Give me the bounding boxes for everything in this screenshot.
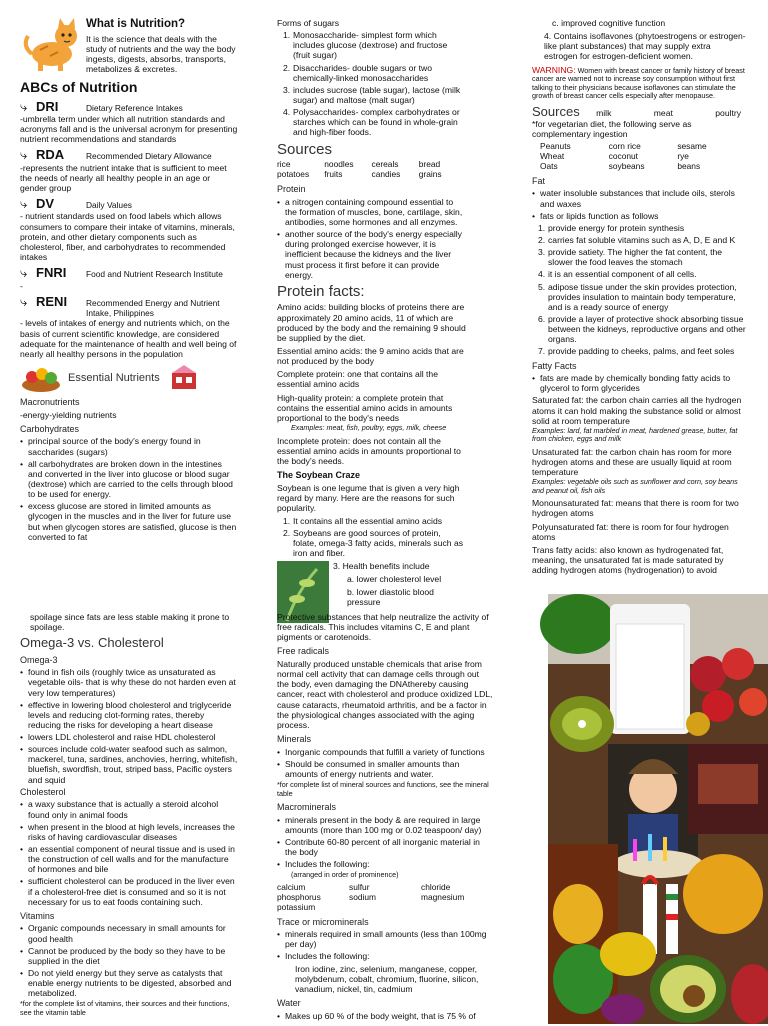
mineral-item: potassium bbox=[277, 901, 316, 912]
acronym-full: Recommended Dietary Allowance bbox=[86, 151, 212, 162]
list-item-text: It contains all the essential amino acids bbox=[293, 515, 443, 526]
abc-heading: ABCs of Nutrition bbox=[20, 79, 138, 96]
list-item-text: Contains isoflavones (phytoestrogens or estrogen-like plant substances) that may supply extra estrogen for estrogen-deficient women. bbox=[544, 31, 746, 62]
protein-list bbox=[277, 197, 466, 280]
isoflavones-item: 4. Contains isoflavones (phytoestrogens or estrogen-like plant substances) that may supply extra estrogen for estrogen-deficient women. bbox=[544, 31, 746, 62]
source-item: Wheat bbox=[540, 151, 565, 162]
list-item: • minerals required in small amounts (less than 100mg per day) bbox=[277, 929, 493, 949]
macrominerals-grid bbox=[277, 883, 493, 913]
list-item-text: Disaccharides- double sugars or two chemically-linked monosaccharides bbox=[293, 62, 432, 83]
dv-text: - nutrient standards used on food labels which allows consumers to compare their intake of vitamins, minerals, protein, and other dietary components such as cholesterol, fiber, and carbohydrates to recommended intakes bbox=[20, 211, 235, 263]
column-nutrition-abcs bbox=[20, 16, 238, 590]
essential-nutrients-label: Essential Nutrients bbox=[68, 371, 160, 384]
water-heading: Water bbox=[277, 997, 301, 1008]
acronym-dv bbox=[20, 196, 238, 211]
omega3-subheading: Omega-3 bbox=[20, 654, 58, 665]
fatty-facts-list bbox=[532, 373, 746, 393]
list-item: 1. Monosaccharide- simplest form which includes glucose (dextrose) and fructose (fruit sugar) bbox=[283, 30, 448, 61]
soybean-list bbox=[277, 516, 466, 559]
sugar-sources-heading: Sources bbox=[277, 140, 333, 158]
high-quality-examples: Examples: meat, fish, poultry, eggs, milk, cheese bbox=[291, 423, 447, 433]
page-title: What is Nutrition? bbox=[86, 18, 186, 30]
list-item: • found in fish oils (roughly twice as unsaturated as vegetable oils- that is why these do not harden even at very low temperatures) bbox=[20, 667, 238, 697]
trans-fat-text: Trans fatty acids: also known as hydrogenated fat, meaning, the unsaturated fat is made saturated by adding hydrogen atoms (hydrogenation) to avoid bbox=[532, 544, 724, 576]
list-item: • when present in the blood at high levels, increases the risks of having cardiovascular diseases bbox=[20, 822, 238, 842]
unsaturated-fat-text: Unsaturated fat: the carbon chain has room for more hydrogen atoms and these are usually liquid at room temperature bbox=[532, 446, 732, 478]
soybean-heading: The Soybean Craze bbox=[277, 469, 361, 480]
essential-nutrients-banner bbox=[20, 363, 238, 393]
health-benefits-label: Health benefits include bbox=[342, 560, 430, 571]
acronym-fnri bbox=[20, 265, 238, 280]
nutrition-definition: It is the science that deals with the study of nutrients and the way the body ingests, digests, absorbs, transports, metabolizes & excretes. bbox=[86, 33, 236, 74]
source-item: rice bbox=[277, 159, 291, 170]
list-item-text: a. lower cholesterol level bbox=[347, 573, 442, 584]
list-item-text: provide padding to cheeks, palms, and feet soles bbox=[548, 346, 735, 357]
source-item: Peanuts bbox=[540, 141, 571, 152]
protein-heading: Protein bbox=[277, 184, 306, 195]
list-item-text: adipose tissue under the skin provides protection, provides insulation to maintain body temperature, and is a ready source of energy bbox=[548, 281, 737, 312]
minerals-list bbox=[277, 747, 493, 779]
dri-text: -umbrella term under which all nutrition standards and acronyms fall and is the universal acronym for presenting nutrient recommendations and standards bbox=[20, 113, 238, 145]
minerals-note: *for complete list of mineral sources and functions, see the mineral table bbox=[277, 780, 489, 798]
acronym-dri bbox=[20, 99, 238, 114]
list-item: • an essential component of neural tissue and is used in the construction of cell walls and for the manufacture of hormones and bile bbox=[20, 844, 238, 874]
mineral-item: sodium bbox=[349, 891, 376, 902]
water-list bbox=[277, 1011, 493, 1021]
list-item: • fats or lipids function as follows bbox=[532, 211, 746, 221]
food-collage-graphic bbox=[548, 594, 768, 1024]
source-item: cereals bbox=[371, 159, 399, 170]
source-item: sesame bbox=[677, 141, 707, 152]
cat-icon bbox=[20, 16, 80, 72]
source-item: meat bbox=[653, 107, 673, 118]
essential-amino-text: Essential amino acids: the 9 amino acids that are not produced by the body bbox=[277, 346, 464, 367]
source-item: noodles bbox=[324, 159, 354, 170]
acronym-full: Food and Nutrient Research Institute bbox=[86, 269, 223, 280]
macronutrients-heading: Macronutrients bbox=[20, 397, 80, 408]
list-item-text: includes sucrose (table sugar), lactose (milk sugar) and maltose (malt sugar) bbox=[293, 84, 461, 105]
list-item: 7. provide padding to cheeks, palms, and feet soles bbox=[538, 346, 735, 357]
vegetarian-note: *for vegetarian diet, the following serve as complementary ingestion bbox=[532, 118, 692, 139]
list-item: 2. carries fat soluble vitamins such as A, D, E and K bbox=[538, 235, 736, 245]
column-soy-fat bbox=[532, 18, 746, 590]
list-item: • Includes the following: bbox=[277, 859, 493, 869]
mineral-item: calcium bbox=[277, 881, 306, 892]
source-item: grains bbox=[418, 169, 442, 180]
pointer-icon: ⤷ bbox=[20, 293, 28, 309]
protein-sources-heading: Sources bbox=[532, 103, 580, 119]
list-item: • Includes the following: bbox=[277, 951, 493, 961]
list-item-text: improved cognitive function bbox=[561, 18, 666, 28]
acronym-full: Dietary Reference Intakes bbox=[86, 102, 183, 113]
pointer-icon: ⤷ bbox=[20, 98, 28, 114]
protein-facts-heading: Protein facts: bbox=[277, 282, 365, 300]
protective-text: Protective substances that help neutralize the activity of free radicals. This includes vitamins C, E and plant pigments or carotenoids. bbox=[277, 612, 489, 643]
list-item: 2. Disaccharides- double sugars or two chemically-linked monosaccharides bbox=[283, 62, 432, 83]
pointer-icon: ⤷ bbox=[20, 147, 28, 163]
list-item-text: 3. Health benefits include bbox=[333, 560, 430, 571]
acronym-rda bbox=[20, 147, 238, 162]
list-item: 1. provide energy for protein synthesis bbox=[538, 222, 685, 233]
list-item-text: provide energy for protein synthesis bbox=[548, 222, 685, 233]
polyunsaturated-text: Polyunsaturated fat: there is room for four hydrogen atoms bbox=[532, 521, 729, 542]
pointer-icon: ⤷ bbox=[20, 196, 28, 212]
food-collage-image bbox=[548, 594, 768, 1024]
benefit-item: lower cholesterol level bbox=[356, 573, 442, 584]
list-item: • lowers LDL cholesterol and raise HDL cholesterol bbox=[20, 732, 238, 742]
list-item: • minerals present in the body & are required in large amounts (more than 100 mg or 0.02 teaspoon/ day) bbox=[277, 815, 493, 835]
incomplete-protein-text: Incomplete protein: does not contain all the essential amino acids in amounts proportional to the body's needs. bbox=[277, 435, 461, 466]
acronym-code: RENI bbox=[36, 293, 68, 309]
source-item: soybeans bbox=[608, 160, 645, 171]
saturated-fat-text: Saturated fat: the carbon chain carries all the hydrogen atoms it can hold making the substance solid or almost solid at room temperature bbox=[532, 395, 742, 426]
carbohydrates-heading: Carbohydrates bbox=[20, 423, 80, 434]
list-item: • Contribute 60-80 percent of all inorganic material in the body bbox=[277, 837, 493, 857]
fnri-text: - bbox=[20, 280, 23, 291]
list-item-text: Soybeans are good sources of protein, folate, omega-3 fatty acids, minerals such as iron and fiber. bbox=[293, 528, 464, 559]
omega3-list bbox=[20, 667, 238, 785]
list-item: • effective in lowering blood cholesterol and triglyceride levels and reducing clot-forming rates, thereby reducing the risks for developing a heart disease bbox=[20, 700, 238, 730]
list-item-text: Monosaccharide- simplest form which includes glucose (dextrose) and fructose (fruit sugar) bbox=[293, 30, 448, 61]
list-item: 4. Polysaccharides- complex carbohydrates or starches which can be found in whole-grain and high-fiber foods. bbox=[283, 107, 460, 138]
acronym-full: Recommended Energy and Nutrient Intake, Philippines bbox=[86, 297, 220, 318]
minerals-heading: Minerals bbox=[277, 734, 312, 745]
cognitive-item: c. improved cognitive function bbox=[552, 18, 666, 28]
list-item: • Makes up 60 % of the body weight, that is 75 % of bbox=[277, 1011, 493, 1021]
list-item-text: b. lower diastolic blood pressure bbox=[347, 586, 434, 607]
benefit-item: lower diastolic blood pressure bbox=[347, 586, 434, 607]
warning-label: WARNING: bbox=[532, 64, 576, 75]
list-item-text: carries fat soluble vitamins such as A, D, E and K bbox=[548, 235, 736, 245]
list-item: • Do not yield energy but they serve as catalysts that enable energy nutrients to be digested, absorbed and metabolized. bbox=[20, 968, 238, 998]
list-item-text: it is an essential component of all cells. bbox=[548, 269, 697, 280]
macronutrients-sub: -energy-yielding nutrients bbox=[20, 409, 117, 420]
source-item: corn rice bbox=[608, 141, 641, 152]
source-item: milk bbox=[596, 107, 612, 118]
list-item: • a waxy substance that is actually a steroid alcohol found only in animal foods bbox=[20, 799, 238, 819]
free-radicals-text: Naturally produced unstable chemicals that arise from normal cell activity that can damage cells through out the body, even damaging the DNAthereby causing cancer, react with cholesterol and produce oxidized LDL, cause cataracts, rheumatoid arthritis, and be a factor in the physiological changes associated with the aging process. bbox=[277, 659, 493, 730]
macrominerals-heading: Macrominerals bbox=[277, 802, 337, 813]
list-item: • sources include cold-water seafood such as salmon, mackerel, tuna, sardines, anchovies, herring, whitefish, bluefish, swordfish, trout, striped bass, Pacific oysters and squid bbox=[20, 744, 238, 785]
picnic-icon bbox=[166, 363, 202, 393]
mineral-item: chloride bbox=[421, 881, 451, 892]
fat-list bbox=[532, 188, 746, 220]
list-item: 1. It contains all the essential amino acids bbox=[283, 515, 443, 526]
list-item: • Should be consumed in smaller amounts than amounts of energy nutrients and water. bbox=[277, 759, 493, 779]
list-item-text: provide satiety. The higher the fat content, the slower the food leaves the stomach bbox=[548, 247, 723, 268]
source-item: candies bbox=[371, 169, 401, 180]
free-radicals-heading: Free radicals bbox=[277, 646, 330, 657]
source-item: beans bbox=[677, 160, 701, 171]
list-item: • Inorganic compounds that fulfill a variety of functions bbox=[277, 747, 493, 757]
saturated-fat-examples: Examples: lard, fat marbled in meat, hardened grease, butter, fat from chicken, eggs and milk bbox=[532, 425, 738, 444]
spoilage-text: spoilage since fats are less stable making it prone to spoilage. bbox=[30, 612, 230, 633]
macrominerals-order-note: (arranged in order of prominence) bbox=[291, 870, 399, 880]
forms-of-sugars-heading: Forms of sugars bbox=[277, 18, 340, 28]
rda-text: -represents the nutrient intake that is sufficient to meet the needs of nearly all healthy people in an age or gender group bbox=[20, 162, 227, 193]
source-item: fruits bbox=[324, 169, 343, 180]
forms-of-sugars-list bbox=[277, 30, 466, 137]
omega-heading: Omega-3 vs. Cholesterol bbox=[20, 635, 164, 651]
column-sugars-protein bbox=[277, 18, 466, 607]
acronym-code: DRI bbox=[36, 98, 59, 114]
source-item: Oats bbox=[540, 160, 558, 171]
list-item: • all carbohydrates are broken down in the intestines and converted in the liver into glucose or blood sugar (dextrose) which are carried to the cells through blood to be used for energy. bbox=[20, 459, 238, 500]
list-item: 3. includes sucrose (table sugar), lactose (milk sugar) and maltose (malt sugar) bbox=[283, 84, 461, 105]
trace-minerals-items: Iron iodine, zinc, selenium, manganese, copper, molybdenum, cobalt, chromium, fluorine, silicon, vanadium, nickel, tin, cadmium bbox=[295, 963, 479, 994]
acronym-code: DV bbox=[36, 196, 55, 212]
vegetarian-sources-grid bbox=[532, 142, 746, 172]
source-item: poultry bbox=[715, 107, 742, 118]
column-minerals bbox=[277, 612, 493, 1022]
list-item-text: provide a layer of protective shock absorbing tissue between the kidneys, reproductive organs and other organs. bbox=[548, 313, 746, 345]
mineral-item: sulfur bbox=[349, 881, 370, 892]
vitamins-note: *for the complete list of vitamins, their sources and their functions, see the vitamin table bbox=[20, 999, 230, 1017]
mineral-item: phosphorus bbox=[277, 891, 321, 902]
acronym-code: FNRI bbox=[36, 265, 67, 281]
sugar-sources-grid bbox=[277, 160, 466, 180]
mineral-item: magnesium bbox=[421, 891, 465, 902]
trace-minerals-heading: Trace or microminerals bbox=[277, 916, 369, 927]
acronym-code: RDA bbox=[36, 147, 65, 163]
list-item: • principal source of the body's energy found in saccharides (sugars) bbox=[20, 436, 238, 456]
vitamins-heading: Vitamins bbox=[20, 910, 55, 921]
list-item: 4. it is an essential component of all cells. bbox=[538, 269, 697, 280]
list-item: • water insoluble substances that include oils, sterols and waxes bbox=[532, 188, 746, 208]
list-item: • fats are made by chemically bonding fatty acids to glycerol to form glycerides bbox=[532, 373, 746, 393]
list-item: 5. adipose tissue under the skin provides protection, provides insulation to maintain body temperature, and is a ready source of energy bbox=[538, 281, 737, 312]
fat-heading: Fat bbox=[532, 175, 546, 186]
pointer-icon: ⤷ bbox=[20, 265, 28, 281]
trace-minerals-list bbox=[277, 929, 493, 961]
amino-acids-text: Amino acids: building blocks of proteins there are approximately 20 amino acids, 11 of which are produced by the body and the remaining 9 should be supplied by the diet. bbox=[277, 302, 466, 343]
fatty-facts-heading: Fatty Facts bbox=[532, 360, 577, 371]
list-item: 3. provide satiety. The higher the fat content, the slower the food leaves the stomach bbox=[538, 247, 723, 268]
list-item: • Cannot be produced by the body so they have to be supplied in the diet bbox=[20, 946, 238, 966]
list-item: • a nitrogen containing compound essential to the formation of muscles, bone, cartilage, skin, antibodies, some hormones and all enzymes. bbox=[277, 197, 466, 227]
macrominerals-list bbox=[277, 815, 493, 870]
high-quality-protein-text: High-quality protein: a complete protein that contains the essential amino acids in amounts proportional to the body's needs bbox=[277, 392, 453, 423]
list-item: • Organic compounds necessary in small amounts for good health bbox=[20, 923, 238, 943]
list-item-text: Polysaccharides- complex carbohydrates or starches which can be found in whole-grain and high-fiber foods. bbox=[293, 107, 460, 138]
protein-sources-row bbox=[532, 104, 746, 119]
warning-text bbox=[532, 65, 746, 101]
list-item: • sufficient cholesterol can be produced in the liver even if a cholesterol-free diet is consumed and so it is not necessary for us to eat foods containing such. bbox=[20, 876, 238, 906]
unsaturated-fat-examples: Examples: vegetable oils such as sunflower and corn, soy beans and peanut oil, fish oils bbox=[532, 477, 738, 495]
source-item: bread bbox=[418, 159, 441, 170]
source-item: rye bbox=[677, 151, 689, 162]
source-item: potatoes bbox=[277, 169, 310, 180]
monounsaturated-text: Monounsaturated fat: means that there is room for two hydrogen atoms bbox=[532, 498, 739, 519]
carbohydrates-list bbox=[20, 436, 238, 541]
food-basket-icon bbox=[20, 363, 62, 393]
fat-functions-list bbox=[532, 223, 746, 357]
warning-body: Women with breast cancer or family history of breast cancer are warned not to increase soy consumption without first talking to their physicians because isoflavones can stimulate the growth of breast cancer cells especially after menopause. bbox=[532, 65, 745, 101]
vitamins-list bbox=[20, 923, 238, 998]
soybean-intro: Soybean is one legume that is given a very high regard by many. Here are the reasons for such popularity. bbox=[277, 482, 460, 513]
source-item: coconut bbox=[608, 151, 638, 162]
list-item: 2. Soybeans are good sources of protein, folate, omega-3 fatty acids, minerals such as iron and fiber. bbox=[283, 528, 464, 559]
cholesterol-heading: Cholesterol bbox=[20, 786, 66, 797]
list-item: 6. provide a layer of protective shock absorbing tissue between the kidneys, reproductive organs and other organs. bbox=[538, 313, 746, 345]
acronym-reni bbox=[20, 294, 238, 319]
list-item: • excess glucose are stored in limited amounts as glycogen in the muscles and in the liver for future use but when glycogen stores are satisfied, glucose is then converted to fat bbox=[20, 501, 238, 542]
complete-protein-text: Complete protein: one that contains all the essential amino acids bbox=[277, 369, 438, 390]
cholesterol-list bbox=[20, 799, 238, 906]
list-item: • another source of the body's energy especially during prolonged exercise however, it is inefficient because the kidneys and the liver must process it first before it can provide energy. bbox=[277, 229, 466, 280]
column-omega-vitamins bbox=[20, 612, 238, 1022]
acronym-full: Daily Values bbox=[86, 200, 132, 211]
reni-text: - levels of intakes of energy and nutrients which, on the basis of current scientific knowledge, are considered adequate for the maintenance of health and well being of nearly all healthy persons in the population bbox=[20, 318, 237, 359]
